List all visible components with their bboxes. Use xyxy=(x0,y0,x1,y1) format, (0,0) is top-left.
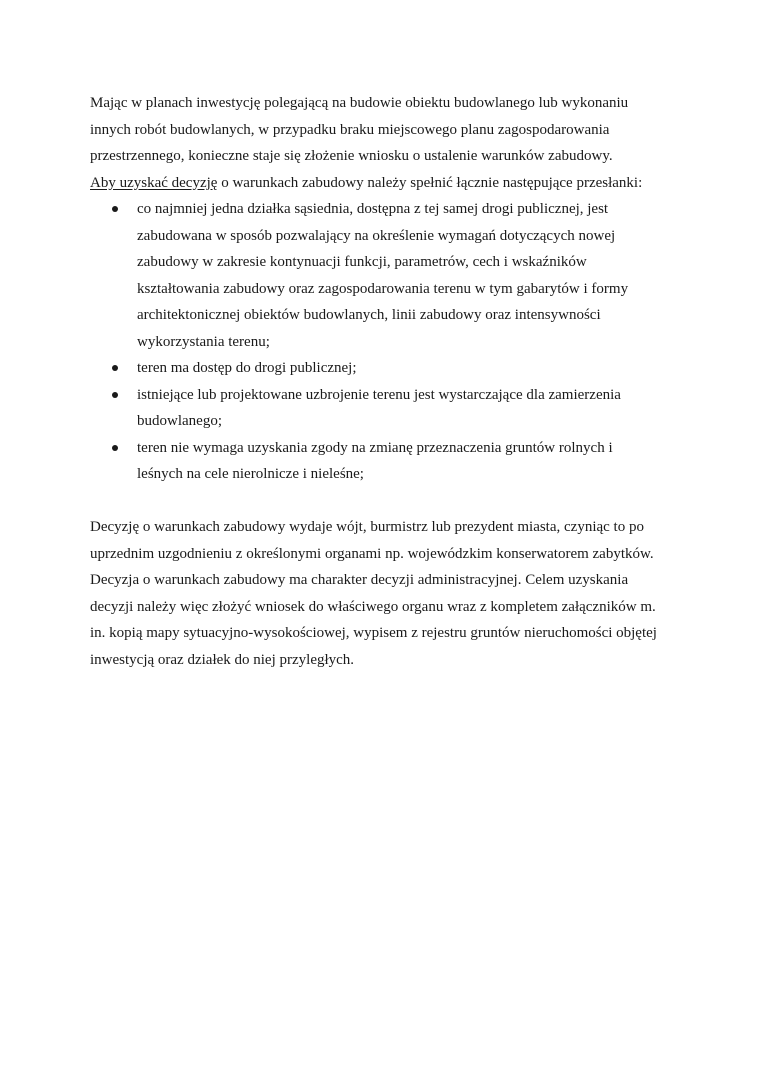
list-item-line: architektonicznej obiektów budowlanych, linii zabudowy oraz intensywności xyxy=(137,307,601,323)
list-item-line: istniejące lub projektowane uzbrojenie terenu jest wystarczające dla zamierzenia xyxy=(137,386,621,403)
bullet-icon xyxy=(112,365,118,371)
closing-line: decyzji należy więc złożyć wniosek do właściwego organu wraz z kompletem załączników m. xyxy=(90,598,656,615)
conditions-intro-rest: o warunkach zabudowy należy spełnić łącznie następujące przesłanki: xyxy=(217,174,643,191)
list-item-line: leśnych na cele nierolnicze i nieleśne; xyxy=(137,466,364,482)
closing-line: Decyzję o warunkach zabudowy wydaje wójt, burmistrz lub prezydent miasta, czyniąc to po xyxy=(90,519,644,535)
list-item-line: teren nie wymaga uzyskania zgody na zmianę przeznaczenia gruntów rolnych i xyxy=(137,439,613,456)
bullet-icon xyxy=(112,445,118,451)
list-item-line: budowlanego; xyxy=(137,413,222,429)
intro-line: Mając w planach inwestycję polegającą na budowie obiektu budowlanego lub wykonaniu xyxy=(90,95,629,111)
document-body xyxy=(90,90,680,673)
intro-paragraph xyxy=(90,90,680,196)
closing-line: Decyzja o warunkach zabudowy ma charakter decyzji administracyjnej. Celem uzyskania xyxy=(90,572,629,588)
list-item xyxy=(90,382,680,435)
list-item xyxy=(90,196,680,355)
conditions-intro xyxy=(90,170,680,197)
list-item-line: wykorzystania terenu; xyxy=(137,333,270,350)
list-item-line: zabudowy w zakresie kontynuacji funkcji, parametrów, cech i wskaźników xyxy=(137,254,587,270)
closing-line: uprzednim uzgodnieniu z określonymi organami np. wojewódzkim konserwatorem zabytków. xyxy=(90,545,654,562)
closing-line: inwestycją oraz działek do niej przyległych. xyxy=(90,651,355,668)
paragraph-spacer xyxy=(90,488,680,515)
list-item-line: teren ma dostęp do drogi publicznej; xyxy=(137,360,357,376)
list-item-line: kształtowania zabudowy oraz zagospodarowania terenu w tym gabarytów i formy xyxy=(137,280,629,297)
bullet-icon xyxy=(112,206,118,212)
bullet-icon xyxy=(112,392,118,398)
underlined-phrase: Aby uzyskać decyzję xyxy=(90,174,218,191)
list-item-line: zabudowana w sposób pozwalający na określenie wymagań dotyczących nowej xyxy=(137,227,616,244)
conditions-list xyxy=(90,196,680,488)
closing-line: in. kopią mapy sytuacyjno-wysokościowej, wypisem z rejestru gruntów nieruchomości objętej xyxy=(90,625,657,641)
list-item xyxy=(90,435,680,488)
list-item xyxy=(90,355,680,382)
intro-line: innych robót budowlanych, w przypadku braku miejscowego planu zagospodarowania xyxy=(90,121,610,138)
list-item-line: co najmniej jedna działka sąsiednia, dostępna z tej samej drogi publicznej, jest xyxy=(137,201,609,217)
closing-paragraph xyxy=(90,514,680,673)
intro-line: przestrzennego, konieczne staje się złożenie wniosku o ustalenie warunków zabudowy. xyxy=(90,148,613,164)
